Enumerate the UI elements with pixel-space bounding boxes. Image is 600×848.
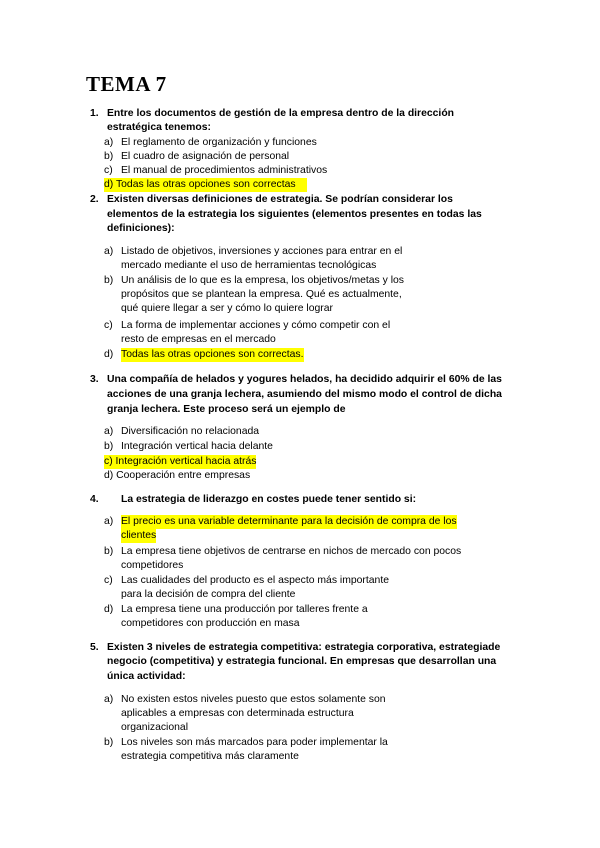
question-text: única actividad: xyxy=(107,671,186,682)
option-text: propósitos que se plantean la empresa. Qué es actualmente, xyxy=(121,289,402,300)
option-row xyxy=(104,469,250,483)
question-number: 1. xyxy=(90,108,99,119)
question-text: granja lechera. Este proceso será un ejemplo de xyxy=(107,404,346,415)
question-text: Entre los documentos de gestión de la empresa dentro de la dirección xyxy=(107,108,455,119)
question-text: acciones de una granja lechera, asumiendo del mismo modo el control de dicha xyxy=(107,389,502,400)
option-letter: d) xyxy=(104,179,114,190)
option-text: Cooperación entre empresas xyxy=(116,470,251,481)
question-text: negocio (competitiva) y estrategia funcional. En empresas que desarrollan una xyxy=(107,656,497,667)
option-text: Un análisis de lo que es la empresa, los objetivos/metas y los xyxy=(121,275,404,286)
option-text: Listado de objetivos, inversiones y acciones para entrar en el xyxy=(121,246,403,257)
option-text: estrategia competitiva más claramente xyxy=(121,751,299,762)
option-text: La empresa tiene una producción por talleres frente a xyxy=(121,604,368,615)
option-answer-highlight xyxy=(104,455,256,469)
option-text: La empresa tiene objetivos de centrarse en nichos de mercado con pocos xyxy=(121,546,462,557)
question-number: 2. xyxy=(90,194,99,205)
option-letter: b) xyxy=(104,546,114,557)
question-text: elementos de la estrategia los siguientes (elementos presentes en todas las xyxy=(107,209,482,220)
option-text: competidores con producción en masa xyxy=(121,618,300,629)
option-letter: d) xyxy=(104,470,114,481)
page-title: TEMA 7 xyxy=(86,72,167,96)
question-text: La estrategia de liderazgo en costes puede tener sentido si: xyxy=(121,494,417,505)
option-letter: b) xyxy=(104,275,114,286)
question-text: Una compañía de helados y yogures helados, ha decidido adquirir el 60% de las xyxy=(107,374,502,385)
option-letter: c) xyxy=(104,165,113,176)
option-text: Los niveles son más marcados para poder implementar la xyxy=(121,737,388,748)
option-text: El reglamento de organización y funciones xyxy=(121,137,317,148)
question-text: Existen diversas definiciones de estrategia. Se podrían considerar los xyxy=(107,194,453,205)
question-number: 4. xyxy=(90,494,99,505)
option-letter: b) xyxy=(104,151,114,162)
option-letter: b) xyxy=(104,441,114,452)
option-text: El precio es una variable determinante para la decisión de compra de los xyxy=(121,516,457,527)
option-text: Todas las otras opciones son correctas. xyxy=(121,349,304,360)
option-text: Integración vertical hacia atrás xyxy=(115,456,257,467)
option-text: mercado mediante el uso de herramientas tecnológicas xyxy=(121,260,377,271)
option-text: organizacional xyxy=(121,722,189,733)
option-text: competidores xyxy=(121,560,184,571)
option-letter: c) xyxy=(104,456,113,467)
option-text: Todas las otras opciones son correctas xyxy=(115,179,296,190)
option-letter: c) xyxy=(104,320,113,331)
question-number: 5. xyxy=(90,642,99,653)
option-text: para la decisión de compra del cliente xyxy=(121,589,296,600)
option-letter: b) xyxy=(104,737,114,748)
option-letter: a) xyxy=(104,516,114,527)
option-text: Las cualidades del producto es el aspecto más importante xyxy=(121,575,390,586)
option-answer-highlight xyxy=(104,178,307,192)
option-text: aplicables a empresas con determinada estructura xyxy=(121,708,354,719)
option-text: No existen estos niveles puesto que estos solamente son xyxy=(121,694,386,705)
question-text: definiciones): xyxy=(107,223,175,234)
question-text: estratégica tenemos: xyxy=(107,122,211,133)
question-text: Existen 3 niveles de estrategia competitiva: estrategia corporativa, estrategiade xyxy=(107,642,501,653)
option-text: qué quiere llegar a ser y cómo lo quiere lograr xyxy=(121,303,333,314)
option-letter: d) xyxy=(104,604,114,615)
option-letter: a) xyxy=(104,426,114,437)
option-letter: a) xyxy=(104,694,114,705)
option-text: clientes xyxy=(121,530,157,541)
option-text: Diversificación no relacionada xyxy=(121,426,260,437)
option-text: resto de empresas en el mercado xyxy=(121,334,276,345)
option-text: La forma de implementar acciones y cómo competir con el xyxy=(121,320,391,331)
option-letter: a) xyxy=(104,137,114,148)
option-letter: d) xyxy=(104,349,114,360)
option-letter: a) xyxy=(104,246,114,257)
option-text: El manual de procedimientos administrativos xyxy=(121,165,328,176)
option-text: El cuadro de asignación de personal xyxy=(121,151,290,162)
option-text: Integración vertical hacia delante xyxy=(121,441,273,452)
option-letter: c) xyxy=(104,575,113,586)
question-number: 3. xyxy=(90,374,99,385)
